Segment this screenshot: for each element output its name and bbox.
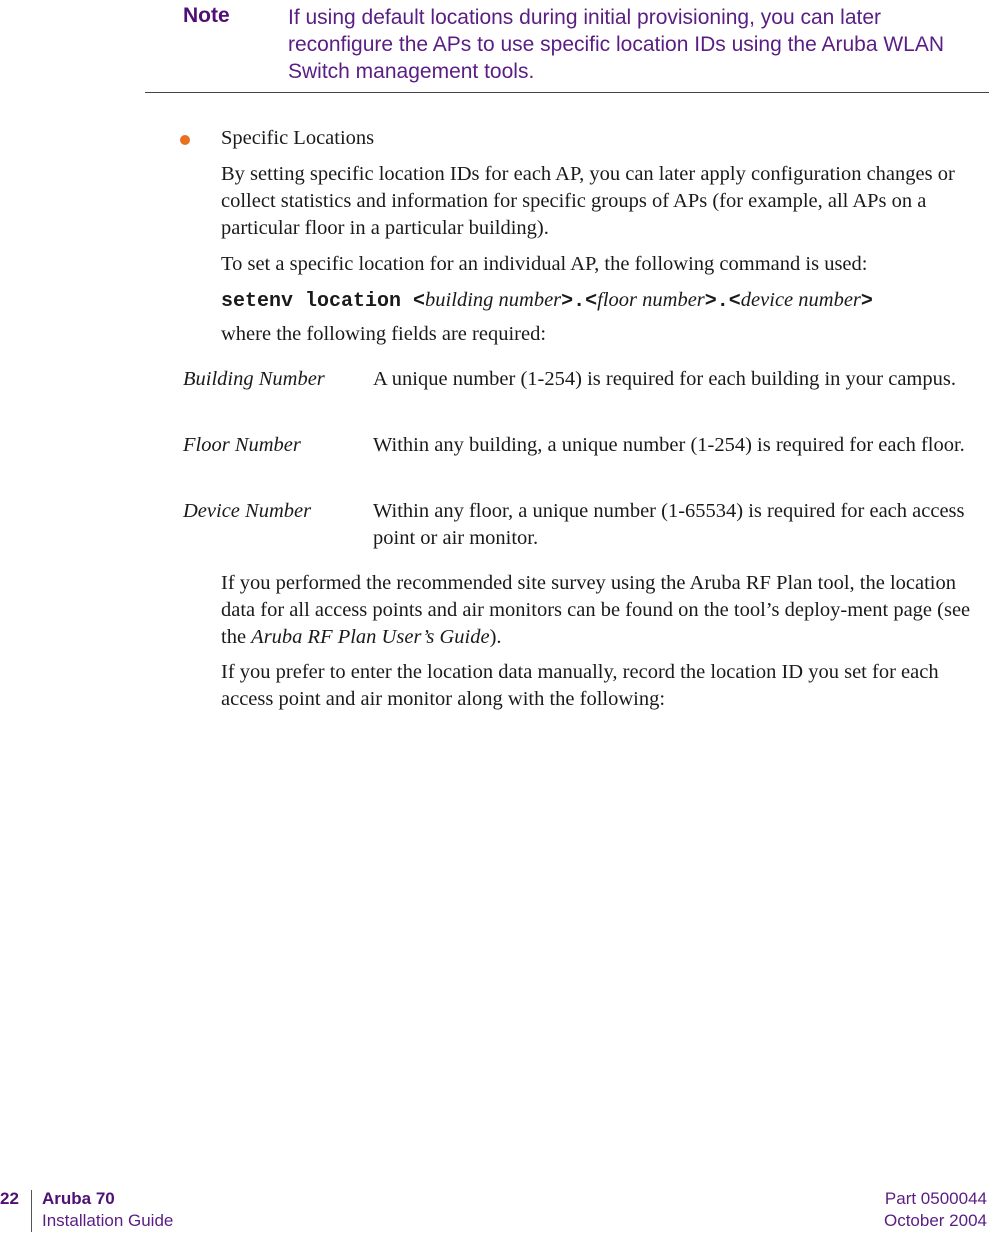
command-arg-building: building number [425,289,562,311]
definition-row [183,498,983,564]
paragraph-intro: By setting specific location IDs for each AP, you can later apply configuration changes or collect statistics and information for specific groups of APs (for example, all APs on a particular floor in a particular building). [221,163,955,239]
footer-date: October 2004 [883,1211,987,1230]
definition-description: Within any floor, a unique number (1-65534) is required for each access point or air monitor. [373,500,965,549]
section-heading: Specific Locations [221,127,375,149]
command-separator: >.< [561,290,598,313]
paragraph-manual-entry: If you prefer to enter the location data manually, record the location ID you set for each access point and air monitor along with the following: [221,661,939,710]
command-arg-device: device number [740,289,861,311]
footer-divider [31,1190,32,1232]
command-bracket: > [860,290,873,313]
page-footer [0,1188,989,1234]
definition-term: Floor Number [183,434,301,456]
paragraph-rf-plan-text: If you performed the recommended site survey using the Aruba RF Plan tool, the location data for all access points and air monitors can be found on the tool’s deploy-ment page (see the [221,572,971,648]
guide-reference: Aruba RF Plan User’s Guide [251,626,490,648]
page-number: 22 [0,1189,19,1208]
note-text: If using default locations during initial provisioning, you can later reconfigure the APs to use specific location IDs using the Aruba WLAN Switch management tools. [288,6,945,83]
footer-product: Aruba 70 [42,1189,115,1208]
bullet-icon [180,135,190,145]
command-separator: >.< [704,290,741,313]
note-label: Note [183,4,230,27]
command-line [221,287,989,315]
footer-part-number: Part 0500044 [884,1189,987,1208]
definition-description: A unique number (1-254) is required for each building in your campus. [373,368,956,390]
note-divider [145,92,989,93]
field-definitions [183,366,983,564]
footer-part-info [884,1188,987,1232]
definition-row [183,432,983,498]
paragraph-rf-plan-end: ). [489,626,502,648]
definition-term: Building Number [183,368,325,390]
command-arg-floor: floor number [597,289,705,311]
paragraph-command-intro: To set a specific location for an individual AP, the following command is used: [221,253,868,275]
footer-doc-type: Installation Guide [42,1211,174,1230]
definition-description: Within any building, a unique number (1-254) is required for each floor. [373,434,965,456]
command-keyword: setenv location [221,290,414,313]
command-bracket: < [413,290,426,313]
paragraph-rf-plan [221,570,989,651]
footer-doc-info [42,1188,173,1232]
definition-term: Device Number [183,500,312,522]
paragraph-fields-intro: where the following fields are required: [221,323,547,345]
definition-row [183,366,983,432]
